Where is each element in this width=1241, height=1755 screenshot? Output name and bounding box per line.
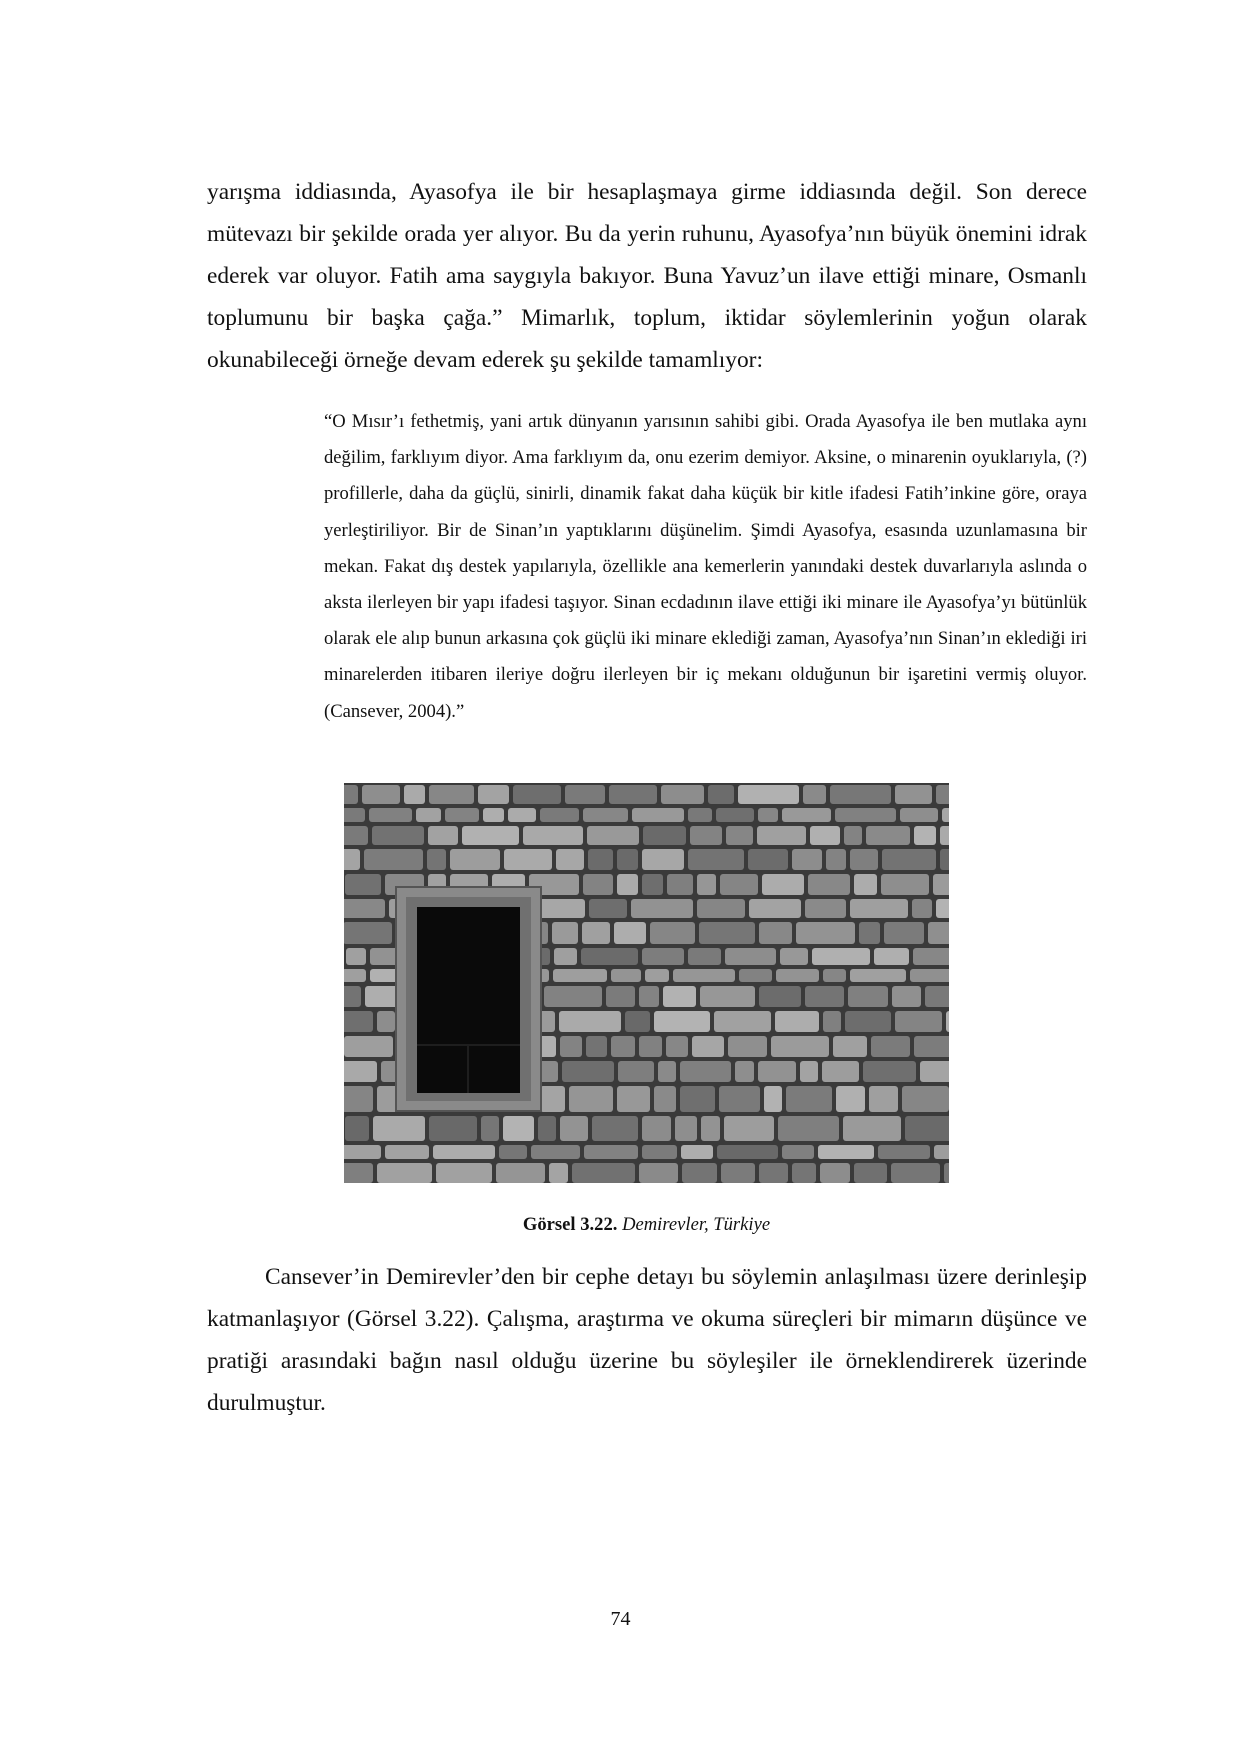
wall-stone bbox=[552, 922, 578, 944]
wall-stone bbox=[582, 922, 610, 944]
wall-stone bbox=[581, 948, 638, 965]
wall-stone bbox=[850, 969, 906, 982]
wall-stone bbox=[372, 826, 424, 845]
wall-stone bbox=[936, 899, 949, 918]
wall-stone bbox=[749, 899, 801, 918]
wall-stone bbox=[611, 969, 641, 982]
wall-stone bbox=[663, 986, 696, 1007]
wall-stone bbox=[778, 1116, 839, 1141]
wall-stone bbox=[344, 849, 360, 870]
caption-title: Demirevler, Türkiye bbox=[622, 1214, 771, 1235]
wall-stone bbox=[874, 948, 909, 965]
figure-stone-wall-photo bbox=[344, 783, 949, 1183]
wall-stone bbox=[782, 1145, 814, 1159]
wall-stone bbox=[680, 1061, 731, 1082]
wall-stone bbox=[560, 1036, 582, 1057]
wall-stone bbox=[946, 1011, 949, 1032]
stone-wall-window-image bbox=[344, 783, 949, 1183]
wall-stone bbox=[618, 1061, 654, 1082]
wall-stone bbox=[912, 899, 932, 918]
wall-stone bbox=[416, 808, 441, 822]
wall-stone bbox=[871, 1036, 910, 1057]
wall-stone bbox=[721, 1163, 755, 1183]
wall-stone bbox=[538, 1116, 556, 1141]
body-paragraph-1: yarışma iddiasında, Ayasofya ile bir hesaplaşmaya girme iddiasında değil. Son derece mütevazı bir şekilde orada yer alıyor. Bu da yerin ruhunu, Ayasofya’nın büyük önemini idrak ederek var oluyor. Fatih ama saygıyla bakıyor. Buna Yavuz’un ilave ettiği minare, Osmanlı toplumunu bir başka çağa.” Mimarlık, toplum, iktidar söylemlerinin yoğun olarak okunabileceği örneğe devam ederek şu şekilde tamamlıyor: bbox=[207, 179, 1087, 373]
wall-stone bbox=[682, 1163, 717, 1183]
wall-stone bbox=[844, 826, 862, 845]
wall-stone bbox=[344, 1086, 373, 1112]
wall-stone bbox=[362, 785, 400, 804]
wall-stone bbox=[642, 1116, 671, 1141]
wall-stone bbox=[428, 826, 458, 845]
wall-stone bbox=[433, 1145, 495, 1159]
wall-stone bbox=[748, 849, 788, 870]
wall-stone bbox=[910, 969, 949, 982]
wall-stone bbox=[878, 1145, 930, 1159]
wall-stone bbox=[642, 948, 684, 965]
wall-stone bbox=[661, 785, 704, 804]
wall-stone bbox=[427, 849, 446, 870]
wall-stone bbox=[377, 1011, 395, 1032]
wall-stone bbox=[792, 849, 822, 870]
wall-stone bbox=[792, 1163, 816, 1183]
wall-stone bbox=[642, 874, 663, 895]
wall-stone bbox=[675, 1116, 697, 1141]
wall-stone bbox=[934, 1145, 949, 1159]
wall-stone bbox=[936, 785, 949, 804]
wall-stone bbox=[822, 1061, 859, 1082]
wall-stone bbox=[717, 1145, 778, 1159]
wall-stone bbox=[725, 948, 776, 965]
wall-stone bbox=[344, 986, 361, 1007]
wall-stone bbox=[933, 874, 949, 895]
wall-stone bbox=[692, 1036, 724, 1057]
wall-stone bbox=[830, 785, 891, 804]
wall-stone bbox=[850, 849, 878, 870]
wall-stone bbox=[714, 1011, 771, 1032]
wall-stone bbox=[884, 922, 924, 944]
block-quote: “O Mısır’ı fethetmiş, yani artık dünyanın yarısının sahibi gibi. Orada Ayasofya ile ben mutlaka aynı değilim, farklıyım diyor. Ama farklıyım da, onu ezerim demiyor. Aksine, o minarenin oyuklarıyla, (?) profillerle, daha da güçlü, sinirli, dinamik fakat daha küçük bir kitle ifadesi Fatih’inkine göre, oraya yerleştiriliyor. Bir de Sinan’ın yaptıklarını düşünelim. Şimdi Ayasofya, esasında uzunlamasına bir mekan. Fakat dış destek yapılarıyla, özellikle ana kemerlerin yanındaki destek duvarlarıyla aslında o aksta ilerleyen bir yapı ifadesi taşıyor. Sinan ecdadının ilave ettiği iki minare ile Ayasofya’yı bütünlük olarak ele alıp bunun arkasına çok güçlü iki minare eklediği zaman, Ayasofya’nın Sinan’ın eklediği iri minarelerden itibaren ileriye doğru ilerleyen bir iç mekanı olduğunun bir işaretini vermiş oluyor. (Cansever, 2004).” bbox=[324, 411, 1087, 722]
wall-stone bbox=[680, 1086, 715, 1112]
wall-stone bbox=[344, 899, 385, 918]
wall-stone bbox=[944, 1163, 949, 1183]
wall-stone bbox=[942, 808, 949, 822]
wall-stone bbox=[700, 986, 755, 1007]
wall-stone bbox=[540, 808, 579, 822]
wall-stone bbox=[429, 785, 474, 804]
wall-stone bbox=[614, 922, 646, 944]
wall-stone bbox=[836, 1086, 865, 1112]
wall-stone bbox=[854, 1163, 887, 1183]
wall-stone bbox=[913, 948, 949, 965]
wall-stone bbox=[617, 874, 638, 895]
wall-stone bbox=[587, 826, 639, 845]
wall-stone bbox=[843, 1116, 901, 1141]
wall-stone bbox=[728, 1036, 767, 1057]
wall-stone bbox=[639, 1036, 662, 1057]
wall-stone bbox=[771, 1036, 829, 1057]
wall-stone bbox=[697, 874, 716, 895]
wall-stone bbox=[508, 808, 536, 822]
wall-stone bbox=[859, 922, 880, 944]
wall-stone bbox=[385, 1145, 429, 1159]
wall-stone bbox=[369, 808, 412, 822]
body-paragraph-2: Cansever’in Demirevler’den bir cephe detayı bu söylemin anlaşılması üzere derinleşip katmanlaşıyor (Görsel 3.22). Çalışma, araştırma ve okuma süreçleri bir mimarın düşünce ve pratiği arasındaki bağın nasıl olduğu üzerine bu söyleşiler ile örneklendirerek üzerinde durulmuştur. bbox=[207, 1264, 1087, 1416]
wall-stone bbox=[758, 808, 778, 822]
wall-stone bbox=[632, 808, 684, 822]
wall-stone bbox=[835, 808, 896, 822]
wall-stone bbox=[589, 899, 627, 918]
wall-stone bbox=[499, 1145, 527, 1159]
wall-stone bbox=[925, 986, 949, 1007]
window bbox=[396, 887, 541, 1111]
wall-stone bbox=[639, 986, 659, 1007]
wall-stone bbox=[776, 969, 819, 982]
wall-stone bbox=[583, 808, 628, 822]
caption-label: Görsel 3.22. bbox=[522, 1214, 618, 1235]
wall-stone bbox=[377, 1163, 432, 1183]
wall-stone bbox=[759, 922, 792, 944]
wall-stone bbox=[572, 1163, 635, 1183]
wall-stone bbox=[810, 826, 840, 845]
wall-stone bbox=[720, 874, 758, 895]
figure-caption bbox=[344, 1212, 949, 1238]
wall-stone bbox=[762, 874, 804, 895]
wall-stone bbox=[759, 986, 801, 1007]
wall-stone bbox=[697, 899, 745, 918]
wall-stone bbox=[759, 1163, 788, 1183]
wall-stone bbox=[617, 849, 638, 870]
wall-stone bbox=[818, 1145, 874, 1159]
wall-stone bbox=[650, 922, 695, 944]
wall-stone bbox=[826, 849, 846, 870]
wall-stone bbox=[914, 1036, 949, 1057]
wall-stone bbox=[833, 1036, 867, 1057]
wall-stone bbox=[344, 808, 365, 822]
wall-stone bbox=[895, 1011, 942, 1032]
wall-stone bbox=[429, 1116, 477, 1141]
wall-stone bbox=[584, 1145, 638, 1159]
wall-stone bbox=[544, 986, 602, 1007]
wall-stone bbox=[701, 1116, 720, 1141]
wall-stone bbox=[667, 874, 693, 895]
wall-stone bbox=[716, 808, 754, 822]
wall-stone bbox=[562, 1061, 614, 1082]
wall-stone bbox=[606, 986, 635, 1007]
wall-stone bbox=[854, 874, 877, 895]
wall-stone bbox=[738, 785, 799, 804]
wall-stone bbox=[404, 785, 425, 804]
wall-stone bbox=[823, 969, 846, 982]
wall-stone bbox=[559, 1011, 621, 1032]
wall-stone bbox=[344, 969, 366, 982]
wall-stone bbox=[820, 1163, 850, 1183]
wall-stone bbox=[344, 1061, 377, 1082]
wall-stone bbox=[345, 1116, 369, 1141]
wall-stone bbox=[617, 1086, 650, 1112]
wall-stone bbox=[478, 785, 509, 804]
wall-stone bbox=[503, 1116, 534, 1141]
wall-stone bbox=[739, 969, 772, 982]
wall-stone bbox=[892, 986, 921, 1007]
wall-stone bbox=[658, 1061, 676, 1082]
wall-stone bbox=[436, 1163, 492, 1183]
wall-stone bbox=[344, 826, 368, 845]
wall-stone bbox=[569, 1086, 613, 1112]
wall-stone bbox=[364, 849, 423, 870]
wall-stone bbox=[845, 1011, 891, 1032]
wall-stone bbox=[654, 1086, 676, 1112]
wall-stone bbox=[643, 826, 686, 845]
wall-stone bbox=[554, 948, 577, 965]
wall-stone bbox=[800, 1061, 818, 1082]
wall-stone bbox=[688, 849, 744, 870]
wall-stone bbox=[690, 826, 722, 845]
wall-stone bbox=[540, 1086, 565, 1112]
wall-stone bbox=[344, 1163, 373, 1183]
wall-stone bbox=[504, 849, 552, 870]
wall-stone bbox=[900, 808, 938, 822]
wall-stone bbox=[895, 785, 932, 804]
wall-stone bbox=[462, 826, 519, 845]
wall-stone bbox=[344, 922, 392, 944]
wall-stone bbox=[782, 808, 831, 822]
wall-stone bbox=[373, 1116, 425, 1141]
wall-stone bbox=[850, 899, 908, 918]
wall-stone bbox=[775, 1011, 819, 1032]
wall-stone bbox=[365, 986, 400, 1007]
wall-stone bbox=[592, 1116, 638, 1141]
wall-stone bbox=[344, 1036, 393, 1057]
wall-stone bbox=[708, 785, 734, 804]
wall-stone bbox=[808, 874, 850, 895]
wall-stone bbox=[688, 948, 721, 965]
wall-stone bbox=[481, 1116, 499, 1141]
wall-stone bbox=[654, 1011, 710, 1032]
wall-stone bbox=[805, 899, 846, 918]
wall-stone bbox=[805, 986, 844, 1007]
wall-stone bbox=[823, 1011, 841, 1032]
wall-stone bbox=[642, 849, 684, 870]
wall-stone bbox=[538, 899, 585, 918]
wall-stone bbox=[866, 826, 910, 845]
wall-stone bbox=[928, 922, 949, 944]
wall-stone bbox=[914, 826, 936, 845]
wall-stone bbox=[666, 1036, 688, 1057]
wall-stone bbox=[344, 1011, 373, 1032]
page-number: 74 bbox=[610, 1608, 631, 1630]
wall-stone bbox=[786, 1086, 832, 1112]
wall-stone bbox=[556, 849, 584, 870]
wall-stone bbox=[609, 785, 657, 804]
wall-stone bbox=[565, 785, 605, 804]
wall-stone bbox=[869, 1086, 898, 1112]
wall-stone bbox=[882, 849, 936, 870]
wall-stone bbox=[344, 1145, 381, 1159]
wall-stone bbox=[902, 1086, 949, 1112]
wall-stone bbox=[483, 808, 504, 822]
wall-stone bbox=[531, 1145, 580, 1159]
wall-stone bbox=[642, 1145, 677, 1159]
wall-stone bbox=[344, 785, 358, 804]
wall-stone bbox=[891, 1163, 940, 1183]
wall-stone bbox=[549, 1163, 568, 1183]
wall-stone bbox=[803, 785, 826, 804]
wall-stone bbox=[631, 899, 693, 918]
wall-stone bbox=[645, 969, 669, 982]
wall-stone bbox=[560, 1116, 588, 1141]
wall-stone bbox=[848, 986, 888, 1007]
wall-stone bbox=[583, 874, 613, 895]
wall-stone bbox=[450, 849, 500, 870]
wall-stone bbox=[588, 849, 613, 870]
wall-stone bbox=[796, 922, 855, 944]
wall-stone bbox=[639, 1163, 678, 1183]
wall-stone bbox=[513, 785, 561, 804]
wall-stone bbox=[940, 849, 949, 870]
wall-stone bbox=[724, 1116, 774, 1141]
wall-stone bbox=[757, 826, 806, 845]
wall-stone bbox=[719, 1086, 760, 1112]
wall-stone bbox=[764, 1086, 782, 1112]
wall-stone bbox=[758, 1061, 796, 1082]
wall-stone bbox=[345, 874, 381, 895]
wall-stone bbox=[673, 969, 735, 982]
wall-stone bbox=[346, 948, 366, 965]
wall-stone bbox=[863, 1061, 916, 1082]
wall-stone bbox=[735, 1061, 754, 1082]
wall-stone bbox=[496, 1163, 545, 1183]
wall-stone bbox=[920, 1061, 949, 1082]
wall-stone bbox=[553, 969, 607, 982]
wall-stone bbox=[681, 1145, 713, 1159]
wall-stone bbox=[586, 1036, 607, 1057]
wall-stone bbox=[881, 874, 929, 895]
wall-stone bbox=[699, 922, 755, 944]
wall-stone bbox=[523, 826, 583, 845]
wall-stone bbox=[726, 826, 753, 845]
wall-stone bbox=[940, 826, 949, 845]
wall-stone bbox=[780, 948, 808, 965]
wall-stone bbox=[445, 808, 479, 822]
wall-stone bbox=[625, 1011, 650, 1032]
wall-stone bbox=[905, 1116, 949, 1141]
wall-stone bbox=[812, 948, 870, 965]
wall-stone bbox=[688, 808, 712, 822]
wall-stone bbox=[611, 1036, 635, 1057]
